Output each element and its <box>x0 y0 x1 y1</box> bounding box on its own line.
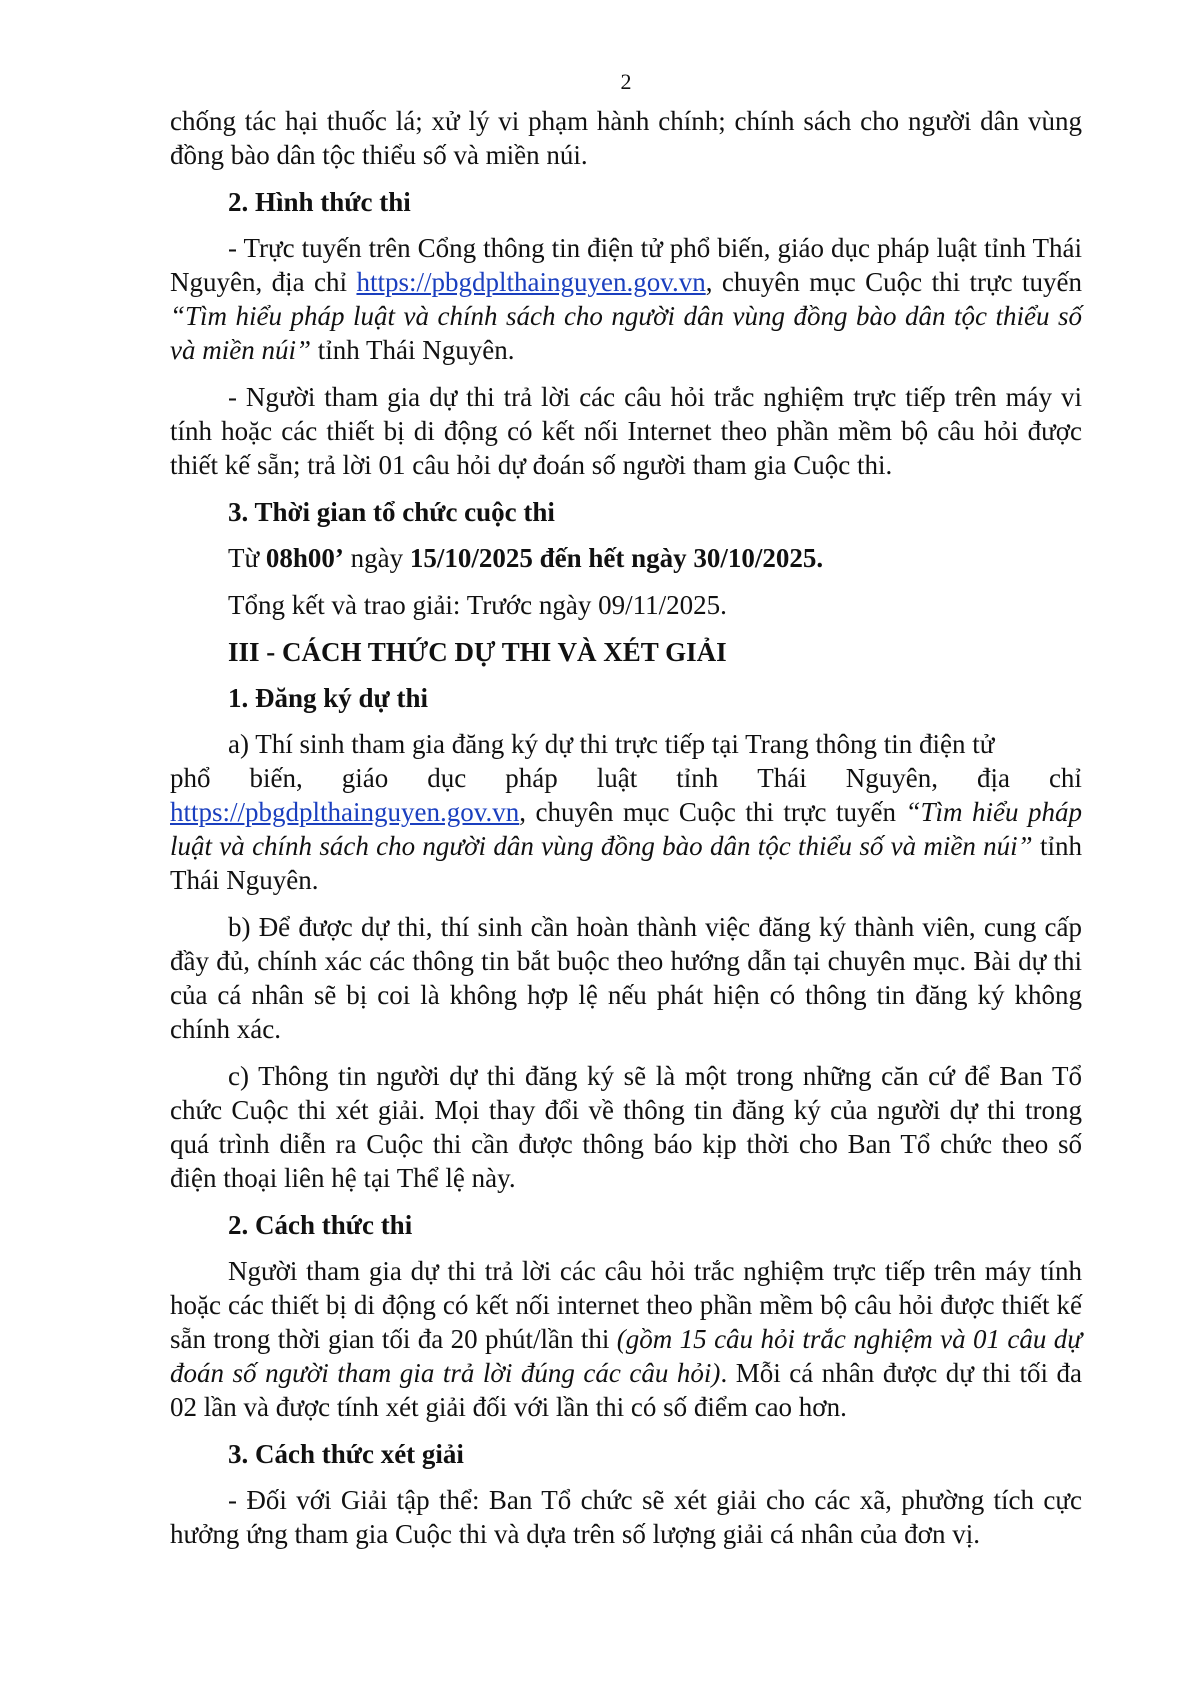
paragraph-b: b) Để được dự thi, thí sinh cần hoàn thành việc đăng ký thành viên, cung cấp đầy đủ, chính xác các thông tin bắt buộc theo hướng dẫn tại chuyên mục. Bài dự thi của cá nhân sẽ bị coi là không hợp lệ nếu phát hiện có thông tin đăng ký không chính xác. <box>170 912 1082 1044</box>
word: giáo <box>341 763 389 793</box>
paragraph-a-line2 <box>170 761 1082 795</box>
word: chỉ <box>1048 763 1082 793</box>
paragraph-a-line1: a) Thí sinh tham gia đăng ký dự thi trực tiếp tại Trang thông tin điện tử <box>228 729 995 759</box>
paragraph-nguoi-tham-gia: - Người tham gia dự thi trả lời các câu hỏi trắc nghiệm trực tiếp trên máy vi tính hoặc các thiết bị di động có kết nối Internet theo phần mềm bộ câu hỏi được thiết kế sẵn; trả lời 01 câu hỏi dự đoán số người tham gia Cuộc thi. <box>170 382 1082 480</box>
heading-dang-ky: 1. Đăng ký dự thi <box>228 683 429 713</box>
heading-thoi-gian: 3. Thời gian tổ chức cuộc thi <box>228 497 555 527</box>
page-number: 2 <box>620 69 632 94</box>
word: Thái <box>757 763 807 793</box>
text-segment: ngày <box>343 543 410 573</box>
portal-link[interactable]: https://pbgdplthainguyen.gov.vn <box>170 797 520 827</box>
paragraph-a-rest <box>170 795 1082 897</box>
paragraph-truc-tuyen <box>170 231 1082 367</box>
exam-details: (gồm 15 câu hỏi trắc nghiệm và 01 câu dự đoán số người tham gia trả lời đúng các câu hỏi) <box>170 1324 1082 1388</box>
paragraph-thoi-gian <box>170 541 1082 575</box>
date-range: 15/10/2025 đến hết ngày 30/10/2025. <box>409 543 824 573</box>
word: tỉnh <box>676 763 719 793</box>
paragraph-tap-the: - Đối với Giải tập thể: Ban Tổ chức sẽ xét giải cho các xã, phường tích cực hưởng ứng tham gia Cuộc thi và dựa trên số lượng giải cá nhân của đơn vị. <box>170 1485 1082 1549</box>
word: pháp <box>505 763 558 793</box>
portal-link[interactable]: https://pbgdplthainguyen.gov.vn <box>356 267 706 297</box>
text-segment: tỉnh Thái Nguyên. <box>170 831 1082 895</box>
text-segment: Từ <box>228 543 266 573</box>
heading-section-iii: III - CÁCH THỨC DỰ THI VÀ XÉT GIẢI <box>228 637 727 667</box>
word: dục <box>427 763 467 793</box>
paragraph-tong-ket: Tổng kết và trao giải: Trước ngày 09/11/2025. <box>228 590 727 620</box>
word: biến, <box>249 763 303 793</box>
heading-xet-giai: 3. Cách thức xét giải <box>228 1439 464 1469</box>
word: địa <box>976 763 1010 793</box>
intro-paragraph: chống tác hại thuốc lá; xử lý vi phạm hành chính; chính sách cho người dân vùng đồng bào dân tộc thiểu số và miền núi. <box>170 106 1082 170</box>
heading-cach-thuc-thi: 2. Cách thức thi <box>228 1210 413 1240</box>
paragraph-a <box>170 727 1082 897</box>
word: luật <box>596 763 638 793</box>
text-segment: tỉnh Thái Nguyên. <box>311 335 515 365</box>
text-segment: , chuyên mục Cuộc thi trực tuyến <box>705 267 1083 297</box>
text-segment: - Trực tuyến trên Cổng thông tin điện tử phổ biến, giáo dục pháp luật tỉnh Thái Nguyên, địa chỉ <box>170 233 1082 297</box>
start-time: 08h00’ <box>265 543 344 573</box>
word: Nguyên, <box>845 763 938 793</box>
paragraph-cach-thuc <box>170 1254 1082 1424</box>
text-segment: , chuyên mục Cuộc thi trực tuyến <box>519 797 906 827</box>
paragraph-c: c) Thông tin người dự thi đăng ký sẽ là một trong những căn cứ để Ban Tổ chức Cuộc thi xét giải. Mọi thay đổi về thông tin đăng ký của người dự thi trong quá trình diễn ra Cuộc thi cần được thông báo kịp thời cho Ban Tổ chức theo số điện thoại liên hệ tại Thể lệ này. <box>170 1061 1082 1193</box>
text-segment: . Mỗi cá nhân được dự thi tối đa 02 lần và được tính xét giải đối với lần thi có số điểm cao hơn. <box>170 1358 1083 1422</box>
contest-title: “Tìm hiểu pháp luật và chính sách cho người dân vùng đồng bào dân tộc thiểu số và miền núi” <box>170 301 1082 365</box>
text-segment: Người tham gia dự thi trả lời các câu hỏi trắc nghiệm trực tiếp trên máy tính hoặc các thiết bị di động có kết nối internet theo phần mềm bộ câu hỏi được thiết kế sẵn trong thời gian tối đa 20 phút/lần thi <box>170 1256 1082 1354</box>
contest-title: “Tìm hiểu pháp luật và chính sách cho người dân vùng đồng bào dân tộc thiểu số và miền núi” <box>170 797 1082 861</box>
word: phổ <box>170 763 211 793</box>
document-page <box>170 68 1082 1564</box>
heading-hinh-thuc-thi: 2. Hình thức thi <box>228 187 411 217</box>
